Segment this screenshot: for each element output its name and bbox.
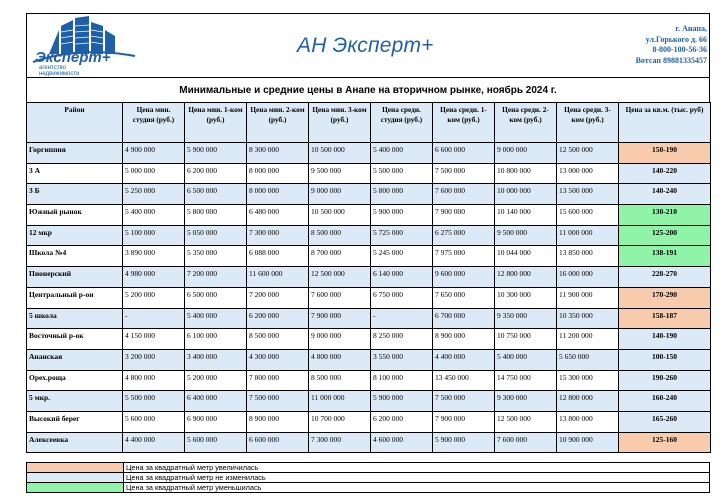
contact-city: г. Анапа,	[675, 24, 707, 33]
agency-logo	[29, 16, 139, 76]
price-cell: 10 900 000	[557, 432, 619, 453]
table-row	[27, 267, 711, 288]
price-cell: 9 500 000	[495, 225, 557, 246]
district-cell: 12 мкр	[27, 225, 123, 246]
column-header: Цена средн. 1-ком (руб.)	[433, 103, 495, 143]
table-row	[27, 349, 711, 370]
price-cell: 11 000 000	[557, 225, 619, 246]
price-cell: 7 300 000	[247, 225, 309, 246]
sqm-price-cell: 150-190	[619, 143, 711, 164]
price-cell: 5 900 000	[433, 432, 495, 453]
price-cell: 12 500 000	[309, 267, 371, 288]
price-cell: 10 350 000	[557, 308, 619, 329]
price-cell: 5 900 000	[371, 391, 433, 412]
district-cell: Пионерский	[27, 267, 123, 288]
column-header: Цена средн. 3-ком (руб.)	[557, 103, 619, 143]
legend-label: Цена за квадратный метр увеличилась	[124, 463, 710, 473]
price-cell: 4 900 000	[123, 143, 185, 164]
price-cell: 5 400 000	[495, 349, 557, 370]
price-cell: 8 250 000	[371, 329, 433, 350]
price-cell: 10 044 000	[495, 246, 557, 267]
price-cell: 6 500 000	[185, 287, 247, 308]
price-cell: 7 975 000	[433, 246, 495, 267]
legend-label: Цена за квадратный метр уменьшилась	[124, 483, 710, 493]
table-title: Минимальные и средние цены в Анапе на вторичном рынке, ноябрь 2024 г.	[26, 77, 710, 102]
price-cell: 5 650 000	[557, 349, 619, 370]
price-cell: 3 890 000	[123, 246, 185, 267]
price-cell: 5 100 000	[123, 225, 185, 246]
district-cell: 5 школа	[27, 308, 123, 329]
price-cell: 7 650 000	[433, 287, 495, 308]
sqm-price-cell: 158-187	[619, 308, 711, 329]
price-cell: -	[123, 308, 185, 329]
price-cell: 8 000 000	[247, 163, 309, 184]
sqm-price-cell: 140-240	[619, 184, 711, 205]
district-cell: Ананская	[27, 349, 123, 370]
price-cell: 15 600 000	[557, 205, 619, 226]
legend-row	[27, 463, 710, 473]
price-cell: 14 750 000	[495, 370, 557, 391]
table-row	[27, 163, 711, 184]
price-cell: 5 245 000	[371, 246, 433, 267]
price-cell: 8 100 000	[371, 370, 433, 391]
price-cell: 5 600 000	[185, 432, 247, 453]
price-cell: 11 200 000	[557, 329, 619, 350]
column-header: Цена мин. 2-ком (руб.)	[247, 103, 309, 143]
price-cell: 6 275 000	[433, 225, 495, 246]
sqm-price-cell: 140-190	[619, 329, 711, 350]
sqm-price-cell: 165-260	[619, 411, 711, 432]
sqm-price-cell: 190-260	[619, 370, 711, 391]
table-row	[27, 329, 711, 350]
column-header: Цена средн. студия (руб.)	[371, 103, 433, 143]
legend-label: Цена за квадратный метр не изменилась	[124, 473, 710, 483]
district-cell: Алексеевка	[27, 432, 123, 453]
price-cell: 12 800 000	[557, 391, 619, 412]
column-header: Цена мин. 3-ком (руб.)	[309, 103, 371, 143]
price-cell: 6 140 000	[371, 267, 433, 288]
price-cell: 13 450 000	[433, 370, 495, 391]
table-row	[27, 432, 711, 453]
price-cell: 8 300 000	[247, 143, 309, 164]
table-row	[27, 308, 711, 329]
table-row	[27, 143, 711, 164]
price-cell: 8 700 000	[309, 246, 371, 267]
sqm-price-cell: 138-191	[619, 246, 711, 267]
price-cell: 5 400 000	[123, 205, 185, 226]
table-row	[27, 287, 711, 308]
column-header: Цена средн. 2-ком (руб.)	[495, 103, 557, 143]
logo-subtitle-line-1: агентство	[39, 65, 66, 71]
price-cell: 9 300 000	[495, 391, 557, 412]
price-cell: 9 350 000	[495, 308, 557, 329]
price-cell: 10 500 000	[309, 205, 371, 226]
price-cell: 4 400 000	[433, 349, 495, 370]
price-cell: 7 800 000	[247, 370, 309, 391]
price-cell: 8 500 000	[309, 225, 371, 246]
price-cell: 4 300 000	[247, 349, 309, 370]
price-cell: 5 400 000	[371, 143, 433, 164]
logo-wordmark: Эксперт+	[35, 49, 111, 66]
price-cell: 6 480 000	[247, 205, 309, 226]
price-cell: 3 200 000	[123, 349, 185, 370]
table-row	[27, 225, 711, 246]
logo-subtitle-line-2: недвижимости	[39, 71, 80, 77]
price-cell: 7 200 000	[185, 267, 247, 288]
price-cell: 6 700 000	[433, 308, 495, 329]
column-header: Цена за кв.м. (тыс. руб)	[619, 103, 711, 143]
district-cell: Горгиппия	[27, 143, 123, 164]
table-row	[27, 391, 711, 412]
price-cell: 7 500 000	[247, 391, 309, 412]
district-cell: Орех.роща	[27, 370, 123, 391]
price-cell: 6 400 000	[185, 391, 247, 412]
price-cell: 5 500 000	[123, 391, 185, 412]
price-sheet	[26, 13, 710, 453]
price-cell: 7 300 000	[309, 432, 371, 453]
price-cell: 11 000 000	[309, 391, 371, 412]
price-cell: 7 200 000	[247, 287, 309, 308]
contact-block	[636, 24, 707, 66]
price-cell: 8 900 000	[247, 411, 309, 432]
price-cell: 4 600 000	[371, 432, 433, 453]
price-cell: 9 000 000	[309, 329, 371, 350]
price-cell: 5 350 000	[185, 246, 247, 267]
price-cell: 6 200 000	[185, 163, 247, 184]
legend-row	[27, 483, 710, 493]
contact-address: ул.Горького д. 66	[645, 34, 707, 44]
price-cell: 6 900 000	[185, 411, 247, 432]
sqm-price-cell: 170-290	[619, 287, 711, 308]
price-cell: 8 500 000	[309, 370, 371, 391]
price-cell: 7 900 000	[309, 308, 371, 329]
price-cell: 5 900 000	[185, 143, 247, 164]
price-cell: 6 500 000	[185, 184, 247, 205]
table-row	[27, 370, 711, 391]
price-cell: 8 500 000	[247, 329, 309, 350]
sqm-price-cell: 160-240	[619, 391, 711, 412]
sqm-price-cell: 130-210	[619, 205, 711, 226]
price-cell: 7 900 000	[433, 411, 495, 432]
price-cell: 12 500 000	[557, 143, 619, 164]
district-cell: 3 Б	[27, 184, 123, 205]
price-cell: 13 800 000	[557, 411, 619, 432]
price-cell: 13 850 000	[557, 246, 619, 267]
price-cell: 11 900 000	[557, 287, 619, 308]
table-row	[27, 184, 711, 205]
price-cell: 5 000 000	[123, 163, 185, 184]
price-cell: 12 500 000	[495, 411, 557, 432]
sqm-price-cell: 125-160	[619, 432, 711, 453]
price-cell: 9 500 000	[309, 163, 371, 184]
price-cell: 10 000 000	[495, 184, 557, 205]
district-cell: Высокий берег	[27, 411, 123, 432]
sqm-price-cell: 140-220	[619, 163, 711, 184]
price-cell: 15 300 000	[557, 370, 619, 391]
price-cell: 6 750 000	[371, 287, 433, 308]
sqm-price-cell: 125-200	[619, 225, 711, 246]
price-cell: 9 000 000	[309, 184, 371, 205]
price-cell: 5 400 000	[185, 308, 247, 329]
district-cell: 5 мкр.	[27, 391, 123, 412]
table-row	[27, 411, 711, 432]
price-cell: 6 088 000	[247, 246, 309, 267]
legend-swatch	[27, 483, 124, 493]
price-cell: 7 500 000	[433, 163, 495, 184]
column-header: Район	[27, 103, 123, 143]
price-cell: 5 200 000	[185, 370, 247, 391]
district-cell: 3 А	[27, 163, 123, 184]
price-cell: 12 800 000	[495, 267, 557, 288]
price-cell: 4 400 000	[123, 432, 185, 453]
price-cell: 5 250 000	[123, 184, 185, 205]
price-cell: 13 500 000	[557, 184, 619, 205]
agency-title: АН Эксперт+	[297, 34, 434, 57]
price-table	[26, 102, 711, 453]
table-row	[27, 246, 711, 267]
price-cell: 16 000 000	[557, 267, 619, 288]
price-cell: 8 900 000	[433, 329, 495, 350]
table-body	[27, 143, 711, 453]
price-cell: 4 150 000	[123, 329, 185, 350]
price-cell: 5 800 000	[185, 205, 247, 226]
price-cell: 3 400 000	[185, 349, 247, 370]
price-cell: 7 600 000	[309, 287, 371, 308]
district-cell: Центральный р-он	[27, 287, 123, 308]
sheet-header	[26, 13, 710, 77]
column-header: Цена мин. 1-ком (руб.)	[185, 103, 247, 143]
price-cell: 6 200 000	[247, 308, 309, 329]
legend-swatch	[27, 473, 124, 483]
contact-phone: 8-800-100-56-36	[652, 45, 707, 54]
price-cell: 10 500 000	[309, 143, 371, 164]
price-cell: 7 600 000	[433, 184, 495, 205]
price-cell: 5 500 000	[371, 163, 433, 184]
price-cell: 3 550 000	[371, 349, 433, 370]
price-cell: 5 600 000	[123, 411, 185, 432]
price-cell: 7 500 000	[433, 391, 495, 412]
price-cell: 4 800 000	[309, 349, 371, 370]
price-cell: 6 600 000	[247, 432, 309, 453]
district-cell: Южный рынок	[27, 205, 123, 226]
price-cell: 10 140 000	[495, 205, 557, 226]
price-cell: -	[371, 308, 433, 329]
price-cell: 11 600 000	[247, 267, 309, 288]
price-cell: 7 600 000	[495, 432, 557, 453]
price-cell: 8 000 000	[247, 184, 309, 205]
district-cell: Восточный р-ок	[27, 329, 123, 350]
contact-whatsapp: Вотсап 89881335457	[635, 55, 707, 65]
legend-row	[27, 473, 710, 483]
district-cell: Школа №4	[27, 246, 123, 267]
price-cell: 5 900 000	[371, 205, 433, 226]
price-cell: 6 100 000	[185, 329, 247, 350]
table-row	[27, 205, 711, 226]
sqm-price-cell: 100-150	[619, 349, 711, 370]
price-cell: 5 200 000	[123, 287, 185, 308]
price-cell: 10 700 000	[309, 411, 371, 432]
price-cell: 4 980 000	[123, 267, 185, 288]
price-cell: 9 600 000	[433, 267, 495, 288]
column-header: Цена мин. студия (руб.)	[123, 103, 185, 143]
price-cell: 10 800 000	[495, 163, 557, 184]
price-cell: 6 200 000	[371, 411, 433, 432]
price-cell: 10 300 000	[495, 287, 557, 308]
table-header-row	[27, 103, 711, 143]
price-cell: 5 050 000	[185, 225, 247, 246]
price-cell: 6 600 000	[433, 143, 495, 164]
price-cell: 5 725 000	[371, 225, 433, 246]
sqm-price-cell: 228-270	[619, 267, 711, 288]
price-cell: 7 900 000	[433, 205, 495, 226]
color-legend	[26, 462, 710, 493]
legend-swatch	[27, 463, 124, 473]
price-cell: 5 800 000	[371, 184, 433, 205]
price-cell: 10 750 000	[495, 329, 557, 350]
price-cell: 9 000 000	[495, 143, 557, 164]
price-cell: 13 000 000	[557, 163, 619, 184]
price-cell: 4 800 000	[123, 370, 185, 391]
